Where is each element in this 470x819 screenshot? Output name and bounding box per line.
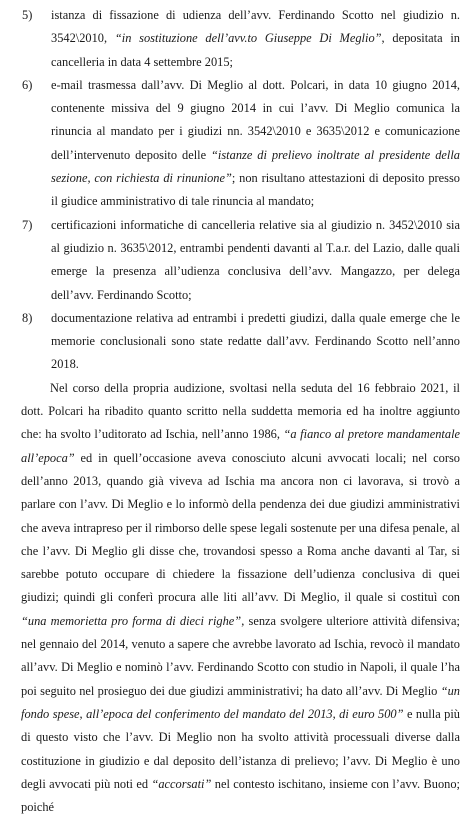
text-run: e nulla più di questo visto che l’avv. Di Meglio non ha svolto attività processuali diverse dalla costituzione in giudizio e dal deposito dell’istanza di prelievo; l’avv. Di Meglio è uno degli avvocati più noti ed (21, 706, 460, 791)
text-run: documentazione relativa ad entrambi i predetti giudizi, dalla quale emerge che le memorie conclusionali sono state redatte dall’avv. Ferdinando Scotto nell’anno 2018. (51, 310, 460, 372)
text-run: nel contesto ischitano, insieme con l’avv. Buono; poiché (21, 776, 460, 815)
text-run: , senza svolgere ulteriore attività difensiva; nel gennaio del 2014, venuto a sapere che avrebbe lavorato ad Ischia, revocò il mandato all’avv. Di Meglio e nominò l’avv. Ferdinando Scotto con studio in Napoli, il quale l’ha poi seguito nel prosieguo dei due giudizi amministrativi; ha dato all’avv. Di Meglio (21, 613, 460, 698)
list-item-number: 5) (22, 8, 33, 22)
italic-quote: “a fianco al pretore mandamentale all’epoca” (21, 427, 461, 465)
text-run: istanza di fissazione di udienza dell’avv. Ferdinando Scotto nel giudizio n. 3542\2010, (51, 8, 460, 46)
text-run: , depositata in cancelleria in data 4 settembre 2015; (51, 31, 460, 69)
list-item-text (51, 214, 460, 307)
text-run: ed in quell’occasione aveva conosciuto alcuni avvocati locali; nel corso dell’anno 2013, quando già viveva ad Ischia ma ancora non ci lavorava, si trovò a parlare con l’avv. Di Meglio e lo informò della pendenza dei due giudizi amministrativi che aveva intrapreso per il rimborso delle spese legali sostenute per una difesa penale, al che l’avv. Di Meglio gli disse che, trovandosi spesso a Roma anche davanti al Tar, si sarebbe potuto occupare di chiedere la fissazione dell’udienza conclusiva di quei giudizi; quindi gli conferì procura alle liti all’avv. Di Meglio, il quale si costituì con (21, 450, 460, 605)
text-run: certificazioni informatiche di cancelleria relative sia al giudizio n. 3452\2010 sia al giudizio n. 3635\2012, entrambi pendenti davanti al T.a.r. del Lazio, dalle quali emerge la presenza all’udienza conclusiva dell’avv. Mangazzo, per delega dell’avv. Ferdinando Scotto; (51, 217, 460, 302)
list-item-text (51, 74, 460, 214)
text-run: ; non risultano attestazioni di deposito presso il giudice amministrativo di tale rinuncia al mandato; (51, 171, 461, 209)
list-item (21, 4, 460, 74)
body-paragraph (21, 377, 460, 819)
text-run: Nel corso della propria audizione, svoltasi nella seduta del 16 febbraio 2021, il dott. Polcari ha ribadito quanto scritto nella suddetta memoria ed ha inoltre aggiunto che: ha svolto l’uditorato ad Ischia, nell’anno 1986, (21, 380, 460, 442)
list-item-text (51, 4, 460, 74)
italic-quote: “un fondo spese, all’epoca del conferimento del mandato del 2013, di euro 500” (21, 683, 460, 721)
list-item (21, 307, 460, 377)
italic-quote: “accorsati” (151, 776, 212, 791)
italic-quote: “istanze di prelievo inoltrate al presidente della sezione, con richiesta di rinunione” (51, 147, 460, 186)
list-item (21, 74, 460, 214)
text-run: e-mail trasmessa dall’avv. Di Meglio al dott. Polcari, in data 10 giugno 2014, contenente missiva del 9 giugno 2014 in cui l’avv. Di Meglio comunica la rinuncia al mandato per i giudizi nn. 3542\2010 e 3635\2012 e comunicazione dell’intervenuto deposito delle (51, 77, 460, 162)
italic-quote: “una memorietta pro forma di dieci righe” (21, 613, 242, 628)
list-item-number: 8) (22, 310, 33, 325)
italic-quote: “in sostituzione dell’avv.to Giuseppe Di Meglio” (114, 31, 382, 46)
list-item (21, 214, 460, 307)
list-item-number: 7) (22, 217, 33, 232)
list-item-text (51, 307, 460, 377)
list-item-number: 6) (22, 77, 33, 92)
